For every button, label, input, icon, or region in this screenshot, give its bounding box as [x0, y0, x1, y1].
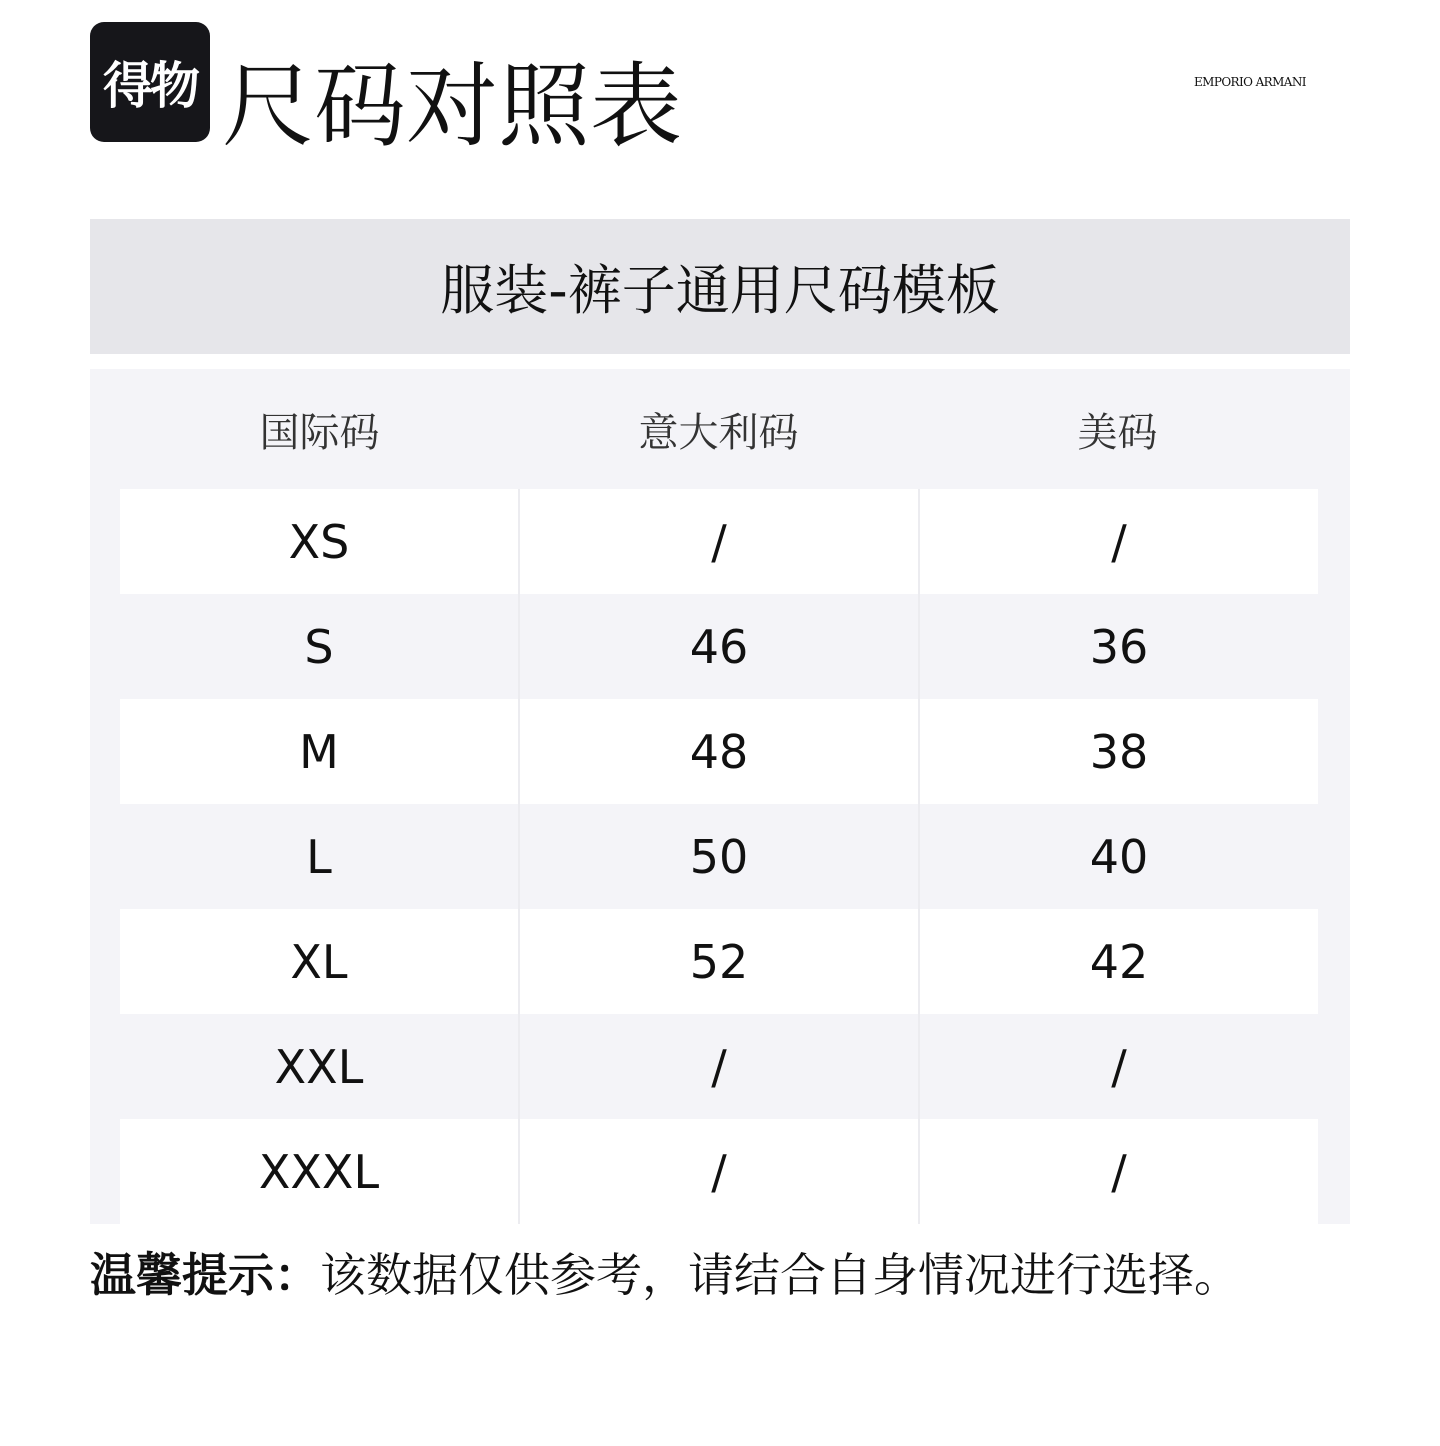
column-header-international: 国际码 — [259, 409, 380, 456]
column-header-italian: 意大利码 — [638, 409, 799, 456]
table-body — [120, 489, 1318, 1224]
page-title: 尺码对照表 — [222, 53, 683, 160]
brand-logo — [1194, 74, 1312, 90]
table-row — [120, 1014, 1318, 1119]
cell-italian: 52 — [520, 909, 920, 1014]
cell-italian: / — [520, 1014, 920, 1119]
brand-name: EMPORIO ARMANI — [1194, 75, 1306, 89]
cell-us: 38 — [920, 699, 1318, 804]
cell-us: 36 — [920, 594, 1318, 699]
cell-international: XXXL — [120, 1119, 520, 1224]
app-logo-text: 得物 — [103, 57, 197, 115]
table-row — [120, 489, 1318, 594]
cell-international: L — [120, 804, 520, 909]
table-row — [120, 804, 1318, 909]
template-banner — [90, 219, 1350, 354]
cell-international: XS — [120, 489, 520, 594]
cell-international: XL — [120, 909, 520, 1014]
table-row — [120, 594, 1318, 699]
cell-us: / — [920, 1119, 1318, 1224]
cell-us: 42 — [920, 909, 1318, 1014]
cell-italian: / — [520, 489, 920, 594]
cell-us: / — [920, 489, 1318, 594]
tip-label: 温馨提示： — [90, 1248, 320, 1302]
tip-text: 该数据仅供参考，请结合自身情况进行选择。 — [320, 1248, 1240, 1302]
app-logo — [90, 22, 210, 142]
cell-international: M — [120, 699, 520, 804]
cell-italian: / — [520, 1119, 920, 1224]
column-header-us: 美码 — [1077, 409, 1158, 456]
cell-italian: 46 — [520, 594, 920, 699]
table-row — [120, 909, 1318, 1014]
cell-italian: 50 — [520, 804, 920, 909]
size-table — [90, 369, 1350, 1224]
table-header — [120, 369, 1318, 489]
cell-international: XXL — [120, 1014, 520, 1119]
cell-us: / — [920, 1014, 1318, 1119]
tip-note — [90, 1240, 1240, 1310]
table-row — [120, 699, 1318, 804]
cell-us: 40 — [920, 804, 1318, 909]
template-title: 服装-裤子通用尺码模板 — [440, 259, 1000, 322]
cell-international: S — [120, 594, 520, 699]
cell-italian: 48 — [520, 699, 920, 804]
table-row — [120, 1119, 1318, 1224]
